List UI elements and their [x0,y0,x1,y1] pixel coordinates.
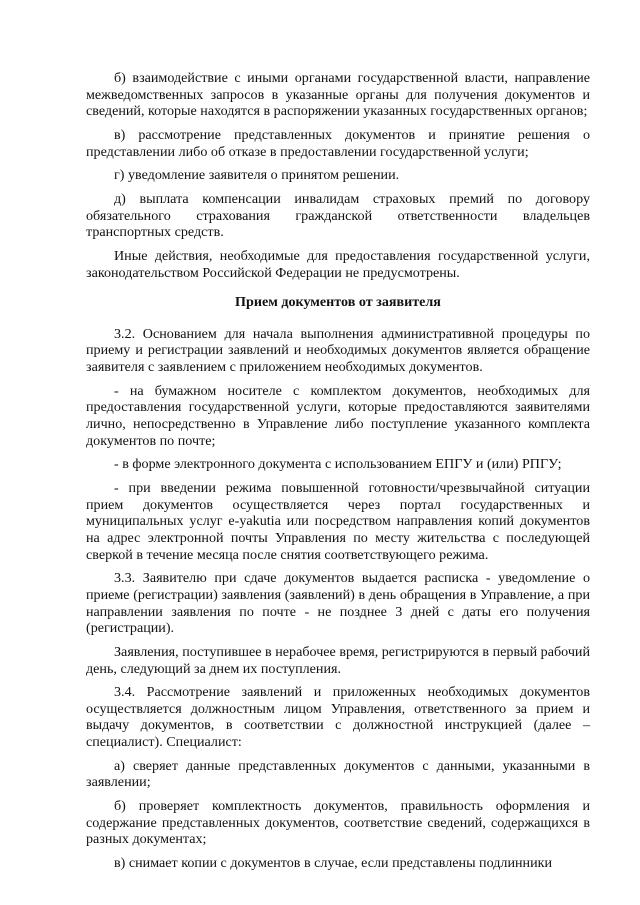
paragraph-non-working-time: Заявления, поступившее в нерабочее время, регистрируются в первый рабочий день, следующий за днем их поступления. [86,643,590,677]
paragraph-item-d: д) выплата компенсации инвалидам страховых премий по договору обязательного страхования гражданской ответственности владельцев транспортных средств. [86,191,590,241]
paragraph-emergency-mode: - при введении режима повышенной готовности/чрезвычайной ситуации прием документов осуществляется через портал государственных и муниципальных услуг e-yakutia или посредством направления копий документов на адрес электронной почты Управления по месту жительства с последующей сверкой в течение месяца после снятия соответствующего режима. [86,480,590,563]
paragraph-3-3: 3.3. Заявителю при сдаче документов выдается расписка - уведомление о приеме (регистрации) заявления (заявлений) в день обращения в Управление, а при направлении заявления по почте - не позднее 3 дней с даты его получения (регистрации). [86,570,590,637]
paragraph-item-v: в) рассмотрение представленных документов и принятие решения о представлении либо об отказе в предоставлении государственной услуги; [86,126,590,160]
paragraph-item-v-copies: в) снимает копии с документов в случае, если представлены подлинники [114,855,553,872]
paragraph-3-4: 3.4. Рассмотрение заявлений и приложенных необходимых документов осуществляется должностным лицом Управления, ответственного за прием и выдачу документов, в соответствии с должностной инструкцией (далее – специалист). Специалист: [86,684,590,751]
section-heading: Прием документов от заявителя [235,294,441,311]
paragraph-item-g: г) уведомление заявителя о принятом решении. [114,167,400,184]
paragraph-3-2: 3.2. Основанием для начала выполнения административной процедуры по приему и регистрации заявлений и необходимых документов является обращение заявителя с заявлением с приложением необходимых документов. [86,325,590,376]
paragraph-item-b-check: б) проверяет комплектность документов, правильность оформления и содержание представленных документов, соответствие сведений, содержащихся в разных документах; [86,798,590,848]
document-page [86,70,590,879]
paragraph-other-actions: Иные действия, необходимые для предоставления государственной услуги, законодательством Российской Федерации не предусмотрены. [86,248,590,281]
paragraph-paper-carrier: - на бумажном носителе с комплектом документов, необходимых для предоставления государственной услуги, которые предоставляются заявителями лично, непосредственно в Управление либо поступление указанного комплекта документов по почте; [86,382,590,449]
paragraph-item-b: б) взаимодействие с иными органами государственной власти, направление межведомственных запросов в указанные органы для получения документов и сведений, которые находятся в распоряжении указанных государственных органов; [86,70,590,120]
paragraph-item-a: а) сверяет данные представленных документов с данными, указанными в заявлении; [86,757,590,791]
paragraph-electronic-form: - в форме электронного документа с использованием ЕПГУ и (или) РПГУ; [114,456,562,473]
